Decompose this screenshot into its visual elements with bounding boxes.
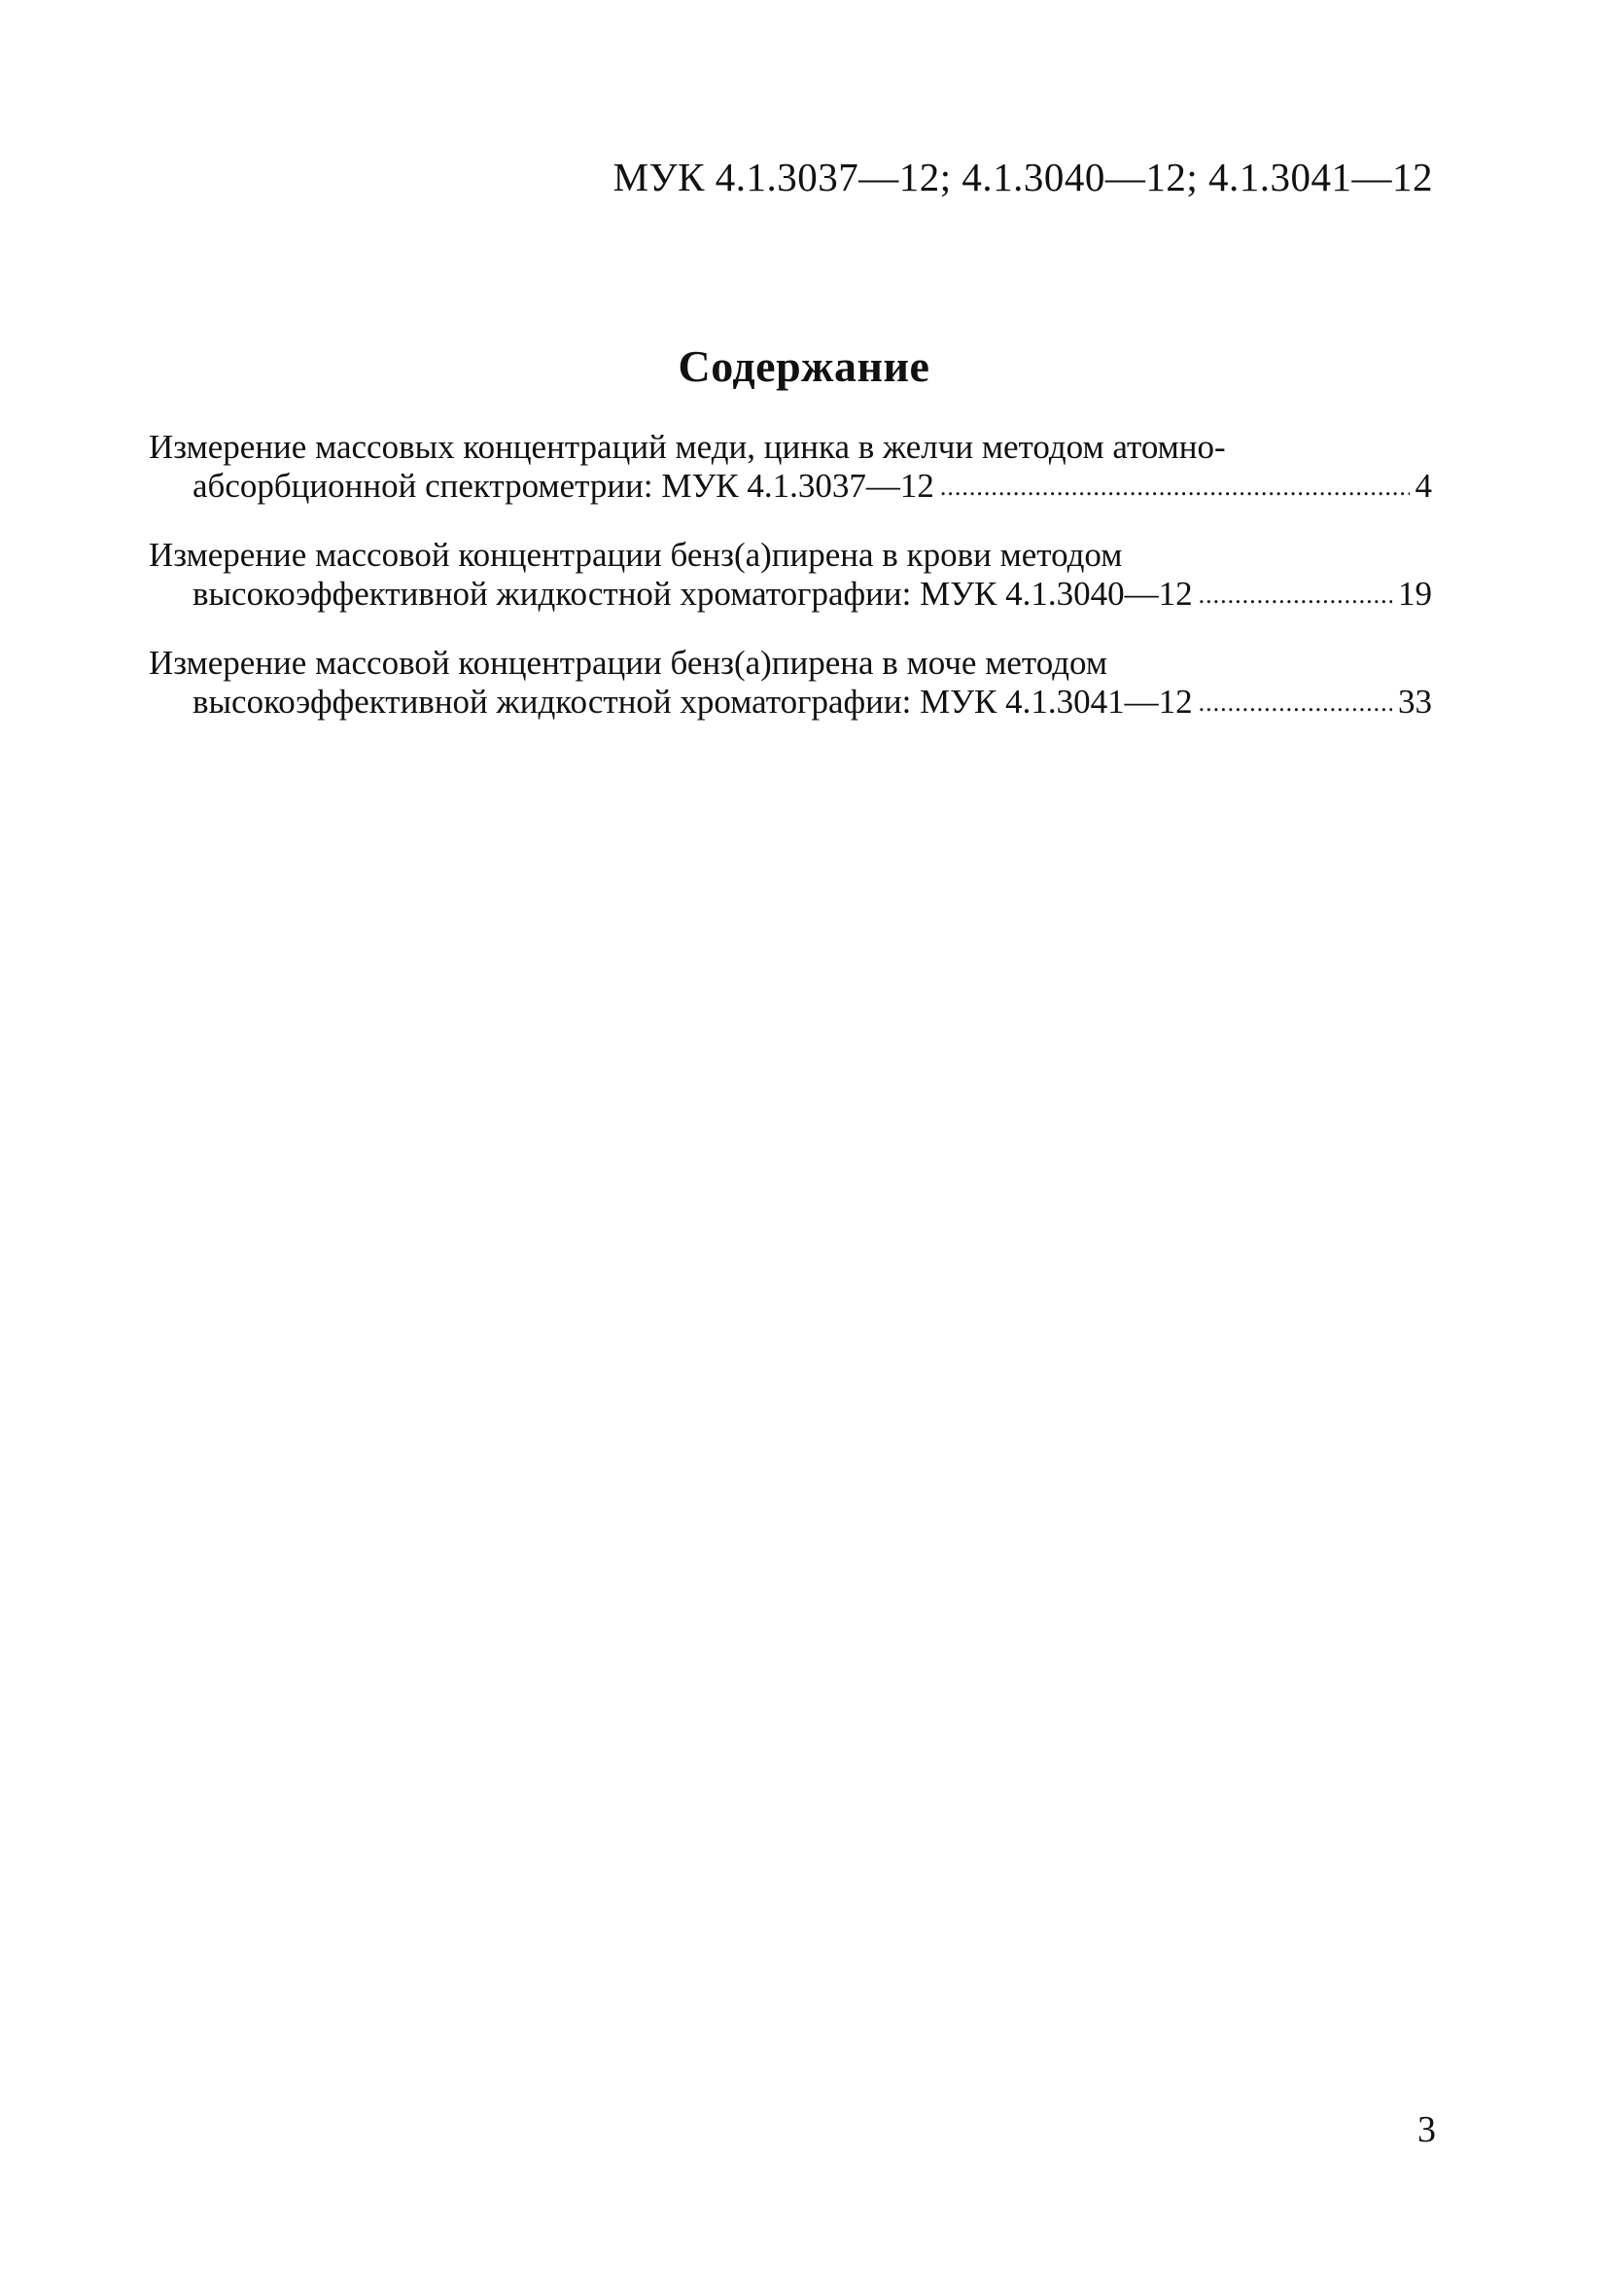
toc-entry-title-line2: высокоэффективной жидкостной хроматографии: МУК 4.1.3040—12 (192, 575, 1193, 613)
running-header: МУК 4.1.3037—12; 4.1.3040—12; 4.1.3041—12 (612, 155, 1433, 199)
toc-title: Содержание (678, 341, 930, 391)
toc-entry-title-line1: Измерение массовой концентрации бенз(а)пирена в крови методом (149, 536, 1123, 574)
toc-entry-title-line2: абсорбционной спектрометрии: МУК 4.1.3037—12 (192, 467, 934, 505)
toc-entry-page: 4 (1415, 467, 1432, 505)
toc-entry-title-line2: высокоэффективной жидкостной хроматографии: МУК 4.1.3041—12 (192, 683, 1193, 721)
toc-entry-title-line2-row (149, 683, 1432, 724)
toc-entry-title-line2-row (149, 467, 1432, 509)
toc-entry-muk-3040[interactable] (149, 536, 1432, 617)
toc-leader-dots (1199, 681, 1392, 723)
toc-entry-title-line1: Измерение массовых концентраций меди, цинка в желчи методом атомно- (149, 428, 1226, 466)
toc-leader-dots (1199, 573, 1392, 615)
table-of-contents (149, 428, 1432, 752)
toc-entry-page: 33 (1398, 683, 1432, 721)
toc-entry-title-line2-row (149, 575, 1432, 617)
toc-entry-muk-3041[interactable] (149, 644, 1432, 724)
toc-entry-muk-3037[interactable] (149, 428, 1432, 509)
toc-entry-page: 19 (1398, 575, 1432, 613)
page-number: 3 (1417, 2109, 1436, 2150)
toc-entry-title-line1: Измерение массовой концентрации бенз(а)пирена в моче методом (149, 644, 1107, 682)
toc-leader-dots (940, 465, 1410, 507)
